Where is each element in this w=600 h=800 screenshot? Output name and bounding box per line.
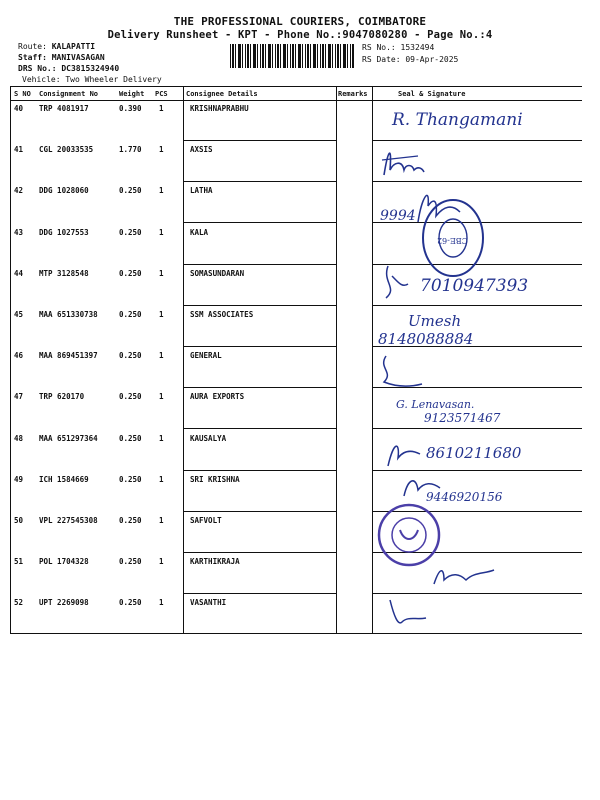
- cell-consignment: MAA 651330738: [39, 310, 98, 319]
- rs-no-label: RS No.:: [362, 43, 396, 52]
- table-row: [0, 347, 600, 388]
- cell-consignee: SAFVOLT: [190, 516, 222, 525]
- table-row: [0, 306, 600, 347]
- cell-weight: 1.770: [119, 145, 142, 155]
- cell-pcs: 1: [159, 557, 164, 567]
- rs-no-line: [362, 43, 434, 52]
- cell-pcs: 1: [159, 392, 164, 402]
- stamp-text: CBE-62: [437, 236, 468, 245]
- rs-date-value: 09-Apr-2025: [405, 55, 459, 64]
- cell-consignee: AXSIS: [190, 145, 213, 155]
- cell-pcs: 1: [159, 186, 164, 196]
- table-bottom-rule: [10, 633, 582, 634]
- cell-sno: 51: [14, 557, 24, 567]
- col-header-pcs: PCS: [155, 90, 168, 98]
- signature-45-name: Umesh: [408, 312, 462, 330]
- cell-consignment: DDG 1027553: [39, 227, 89, 237]
- cell-weight: 0.390: [119, 104, 142, 113]
- signature-48: [384, 436, 426, 470]
- cell-sno: 47: [14, 392, 24, 402]
- cell-pcs: 1: [159, 474, 164, 484]
- cell-weight: 0.250: [119, 268, 142, 278]
- cell-weight: 0.250: [119, 351, 142, 361]
- cell-pcs: 1: [159, 516, 164, 525]
- table-row: [0, 141, 600, 182]
- vehicle-line: [22, 75, 162, 84]
- cell-sno: 40: [14, 104, 24, 113]
- col-header-consignment: Consignment No: [39, 90, 99, 98]
- cell-sno: 46: [14, 351, 24, 361]
- cell-consignee: VASANTHI: [190, 598, 227, 608]
- vehicle-value: Two Wheeler Delivery: [65, 75, 162, 84]
- cell-sno: 52: [14, 598, 24, 608]
- cell-consignee: AURA EXPORTS: [190, 392, 245, 402]
- table-row: [0, 594, 600, 635]
- cell-consignee: KAUSALYA: [190, 433, 227, 443]
- cell-consignment: UPT 2269098: [39, 598, 89, 608]
- cell-weight: 0.250: [119, 598, 142, 608]
- cell-weight: 0.250: [119, 474, 142, 484]
- cell-sno: 41: [14, 145, 24, 155]
- vehicle-label: Vehicle:: [22, 75, 61, 84]
- staff-value: MANIVASAGAN: [51, 53, 105, 62]
- cell-consignee: KRISHNAPRABHU: [190, 104, 249, 113]
- cell-pcs: 1: [159, 268, 164, 278]
- cell-weight: 0.250: [119, 516, 142, 525]
- table-row: [0, 553, 600, 594]
- signature-52: [386, 596, 432, 630]
- cell-consignment: CGL 20033535: [39, 145, 94, 155]
- cell-consignee: SSM ASSOCIATES: [190, 310, 254, 319]
- route-value: KALAPATTI: [51, 42, 96, 51]
- cell-sno: 43: [14, 227, 24, 237]
- cell-sno: 44: [14, 268, 24, 278]
- phone-42: 9994: [380, 208, 416, 224]
- cell-weight: 0.250: [119, 310, 142, 319]
- cell-pcs: 1: [159, 227, 164, 237]
- runsheet-barcode: [230, 44, 355, 68]
- cell-consignment: TRP 4081917: [39, 104, 89, 113]
- cell-pcs: 1: [159, 598, 164, 608]
- cell-consignee: KALA: [190, 227, 209, 237]
- company-title: THE PROFESSIONAL COURIERS, COIMBATORE: [173, 15, 427, 28]
- cell-sno: 45: [14, 310, 24, 319]
- rs-date-label: RS Date:: [362, 55, 401, 64]
- phone-49: 9446920156: [426, 490, 503, 504]
- signature-51: [430, 560, 500, 590]
- table-row: [0, 224, 600, 265]
- col-header-sno: S NO: [14, 90, 31, 98]
- signature-40: R. Thangamani: [392, 110, 523, 130]
- cell-pcs: 1: [159, 433, 164, 443]
- signature-47-name: G. Lenavasan.: [396, 398, 475, 411]
- staff-line: [18, 53, 105, 62]
- cell-consignment: TRP 620170: [39, 392, 85, 402]
- cell-consignment: MAA 869451397: [39, 351, 98, 361]
- signature-46: [376, 352, 426, 394]
- route-label: Route:: [18, 42, 47, 51]
- table-row: [0, 512, 600, 553]
- cell-consignment: MAA 651297364: [39, 433, 98, 443]
- rs-date-line: [362, 55, 458, 64]
- company-seal-stamp: [376, 502, 442, 568]
- staff-label: Staff:: [18, 53, 47, 62]
- phone-47: 9123571467: [424, 411, 501, 425]
- table-row: [0, 182, 600, 223]
- cell-consignment: VPL 227545308: [39, 516, 98, 525]
- col-header-seal: Seal & Signature: [398, 90, 466, 98]
- cell-consignee: LATHA: [190, 186, 213, 196]
- rs-no-value: 1532494: [400, 43, 435, 52]
- cell-consignee: SOMASUNDARAN: [190, 268, 245, 278]
- route-line: [18, 42, 95, 51]
- phone-45: 8148088884: [378, 330, 474, 348]
- cell-consignment: MTP 3128548: [39, 268, 89, 278]
- phone-48: 8610211680: [426, 444, 522, 462]
- signature-41: [378, 140, 428, 180]
- cell-consignee: SRI KRISHNA: [190, 474, 240, 484]
- table-top-rule: [10, 86, 582, 87]
- drs-line: [18, 64, 119, 73]
- cell-pcs: 1: [159, 351, 164, 361]
- cell-sno: 42: [14, 186, 24, 196]
- cell-sno: 49: [14, 474, 24, 484]
- cell-pcs: 1: [159, 145, 164, 155]
- cell-weight: 0.250: [119, 392, 142, 402]
- cell-consignment: DDG 1028060: [39, 186, 89, 196]
- cell-pcs: 1: [159, 104, 164, 113]
- drs-label: DRS No.:: [18, 64, 57, 73]
- cell-consignment: ICH 1584669: [39, 474, 89, 484]
- cell-consignee: GENERAL: [190, 351, 222, 361]
- col-header-remarks: Remarks: [338, 90, 368, 98]
- drs-value: DC3815324940: [61, 64, 120, 73]
- cell-weight: 0.250: [119, 557, 142, 567]
- cell-consignment: POL 1704328: [39, 557, 89, 567]
- cell-pcs: 1: [159, 310, 164, 319]
- cell-sno: 48: [14, 433, 24, 443]
- cell-sno: 50: [14, 516, 24, 525]
- col-header-consignee: Consignee Details: [186, 90, 258, 98]
- cell-weight: 0.250: [119, 186, 142, 196]
- col-header-weight: Weight: [119, 90, 145, 98]
- signature-44: [378, 262, 414, 302]
- cell-weight: 0.250: [119, 227, 142, 237]
- cell-weight: 0.250: [119, 433, 142, 443]
- runsheet-title: Delivery Runsheet - KPT - Phone No.:9047080280 - Page No.:4: [107, 29, 493, 41]
- cell-consignee: KARTHIKRAJA: [190, 557, 240, 567]
- table-row: [0, 471, 600, 512]
- phone-44: 7010947393: [420, 276, 529, 296]
- table-row: [0, 388, 600, 429]
